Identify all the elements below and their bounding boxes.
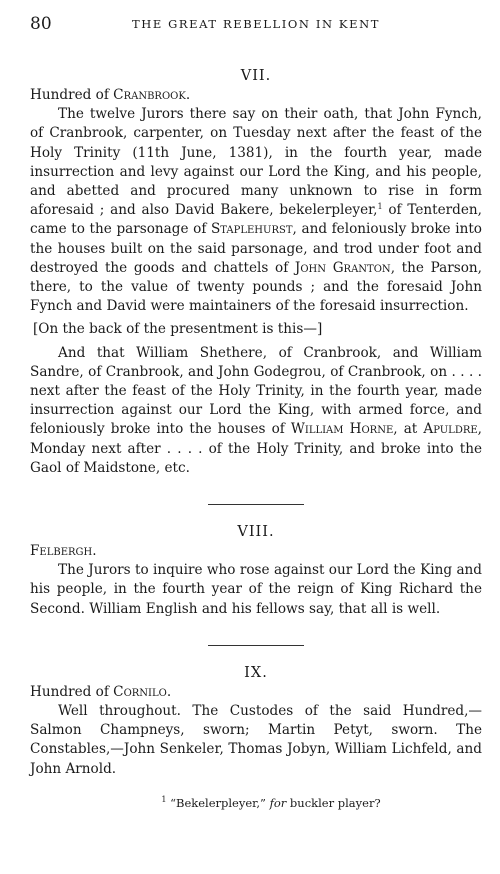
paragraph [30,344,482,478]
place-name: Staplehurst [210,221,293,238]
paragraph [30,105,482,316]
section-numeral: VIII. [237,524,275,541]
place-name: Apuldre [423,421,478,438]
footnote-number: 1 [161,794,167,804]
section-vii [30,66,482,478]
heading-prefix: Hundred of [30,683,114,700]
section-viii [30,522,482,619]
section-numeral: IX. [244,664,268,681]
bracketed-note: [On the back of the presentment is this—] [33,321,323,338]
running-title: THE GREAT REBELLION IN KENT [131,17,381,31]
paragraph: The Jurors to inquire who rose against our Lord the King and his people, in the fourth year of the reign of King Richard the Second. William English and his fellows say, that all is well. [30,562,482,617]
section-numeral: VII. [240,68,272,84]
text-run: And that William Shethere, of Cranbrook, and William Sandre, of Cranbrook, and John Godegrou, of Cranbrook, on . . . . next after the feast of the Holy Trinity, in the fourth year, made insurrection against our Lord the King, with armed force, and feloniously broke into the houses of [30,344,482,438]
text-run: of Tenterden, came to the parsonage of [30,202,482,238]
footnote [60,795,482,811]
section-divider [208,504,304,505]
section-heading [30,683,482,702]
person-name: John Granton [294,259,391,276]
section-ix [30,663,482,779]
hundred-name: Cornilo. [113,683,172,700]
text-run: The twelve Jurors there say on their oath, that John Fynch, of Cranbrook, carpenter, on Tuesday next after the feast of the Holy Trinity (11th June, 1381), in the fourth year, made insurrection and levy against our Lord the King, and his people, and abetted and procured many unknown to rise in form aforesaid ; and also David Bakere, bekelerpleyer, [30,106,482,219]
heading-prefix: Hundred of [30,87,114,103]
book-page [30,14,482,811]
text-run: , the Parson, there, to the value of twenty pounds ; and the foresaid John Fynch and David were maintainers of the foresaid insurrection. [30,259,482,315]
section-divider [208,645,304,646]
running-header [30,14,482,36]
footnote-marker: 1 [377,202,383,212]
text-run: , at [393,421,424,438]
page-number: 80 [30,14,52,34]
footnote-text: “Bekelerpleyer,” [166,795,270,810]
hundred-name: Cranbrook. [113,87,191,103]
footnote-text: buckler player? [286,795,381,810]
text-run: , Monday next after . . . . of the Holy Trinity, and broke into the Gaol of Maidstone, etc. [30,421,482,476]
paragraph: Well throughout. The Custodes of the said Hundred,—Salmon Champneys, sworn; Martin Petyt, sworn. The Constables,—John Senkeler, Thomas Jobyn, William Lichfeld, and John Arnold. [30,703,482,777]
text-run: , and feloniously broke into the houses built on the said parsonage, and trod under foot and destroyed the goods and chattels of [30,221,482,276]
footnote-italic-word: for [269,795,287,810]
section-heading [30,86,482,105]
person-name: William Horne [290,421,394,438]
section-heading: Felbergh. [30,543,97,560]
